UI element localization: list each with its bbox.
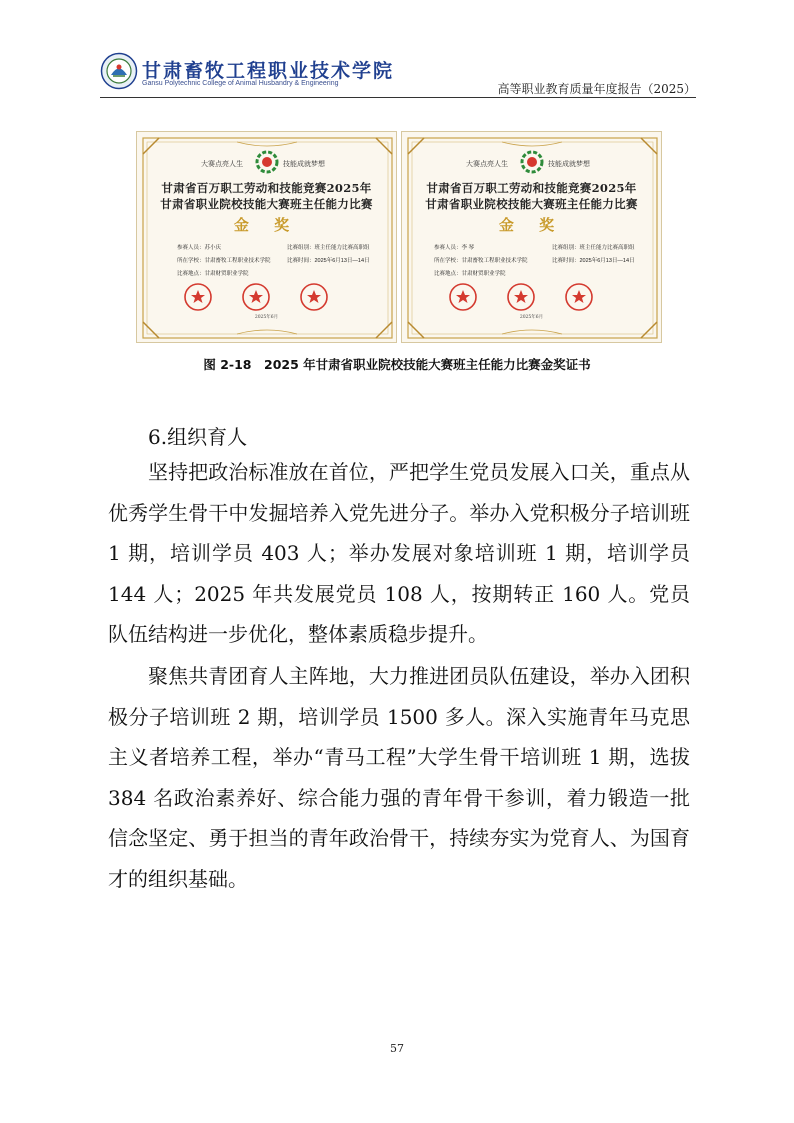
red-seal-icon (299, 282, 329, 312)
red-seal-icon (564, 282, 594, 312)
venue: 比赛地点：甘肃财贸职业学院 (177, 271, 249, 277)
award-level: 金 奖 (233, 216, 300, 234)
school-name-cn: 甘肃畜牧工程职业技术学院 (142, 60, 395, 82)
figure-caption: 图 2-18 2025 年甘肃省职业院校技能大赛班主任能力比赛金奖证书 (203, 357, 591, 372)
header-divider (100, 97, 696, 98)
slogan-left: 大赛点亮人生 (466, 161, 508, 168)
school-name-en: Gansu Polytechnic College of Animal Husbandry & Engineering (142, 80, 339, 87)
certificate-date: 2025年6月 (254, 315, 279, 320)
participant: 参赛人员：苏小庆 (177, 245, 222, 251)
college-emblem-icon (100, 52, 138, 90)
time: 比赛时间：2025年6月13日—14日 (552, 258, 635, 264)
report-title: 高等职业教育质量年度报告（2025） (497, 82, 696, 96)
certificate-title-line1: 甘肃省百万职工劳动和技能竞赛2025年 (161, 181, 372, 195)
slogan-right: 技能成就梦想 (283, 161, 325, 168)
red-seal-icon (183, 282, 213, 312)
slogan-left: 大赛点亮人生 (201, 161, 243, 168)
red-seal-icon (506, 282, 536, 312)
red-seal-icon (241, 282, 271, 312)
venue: 比赛地点：甘肃财贸职业学院 (434, 271, 506, 277)
award-level: 金 奖 (498, 216, 565, 234)
group: 比赛组别：班主任能力比赛高职组 (287, 245, 370, 251)
group: 比赛组别：班主任能力比赛高职组 (552, 245, 635, 251)
page-header (100, 50, 696, 98)
paragraph: 坚持把政治标准放在首位，严把学生党员发展入口关，重点从优秀学生骨干中发掘培养入党先进分子。举办入党积极分子培训班 1 期，培训学员 403 人；举办发展对象培训班 1 期，培训学员 144 人；2025 年共发展党员 108 人，按期转正 160 人。党员队伍结构进一步优化，整体素质稳步提升。 (108, 460, 690, 647)
red-seal-icon (448, 282, 478, 312)
certificate-title-line2: 甘肃省职业院校技能大赛班主任能力比赛 (160, 197, 373, 211)
paragraph: 聚焦共青团育人主阵地，大力推进团员队伍建设，举办入团积极分子培训班 2 期，培训学员 1500 多人。深入实施青年马克思主义者培养工程，举办“青马工程”大学生骨干培训班 1 期，选拔 384 名政治素养好、综合能力强的青年骨干参训，着力锻造一批信念坚定、勇于担当的青年政治骨干，持续夯实为党育人、为国育才的组织基础。 (108, 664, 690, 891)
certificate-2 (401, 131, 662, 343)
certificate-date: 2025年6月 (519, 315, 544, 320)
section-title: 6.组织育人 (148, 425, 248, 449)
certificate-title-line1: 甘肃省百万职工劳动和技能竞赛2025年 (426, 181, 637, 195)
competition-logo-icon (520, 150, 544, 174)
page-number: 57 (390, 1042, 404, 1055)
slogan-right: 技能成就梦想 (548, 161, 590, 168)
school: 所在学校：甘肃畜牧工程职业技术学院 (177, 258, 271, 264)
certificate-title-line2: 甘肃省职业院校技能大赛班主任能力比赛 (425, 197, 638, 211)
participant: 参赛人员：李 琴 (434, 245, 475, 251)
time: 比赛时间：2025年6月13日—14日 (287, 258, 370, 264)
school: 所在学校：甘肃畜牧工程职业技术学院 (434, 258, 528, 264)
competition-logo-icon (255, 150, 279, 174)
certificate-figure (136, 131, 662, 343)
certificate-1 (136, 131, 397, 343)
